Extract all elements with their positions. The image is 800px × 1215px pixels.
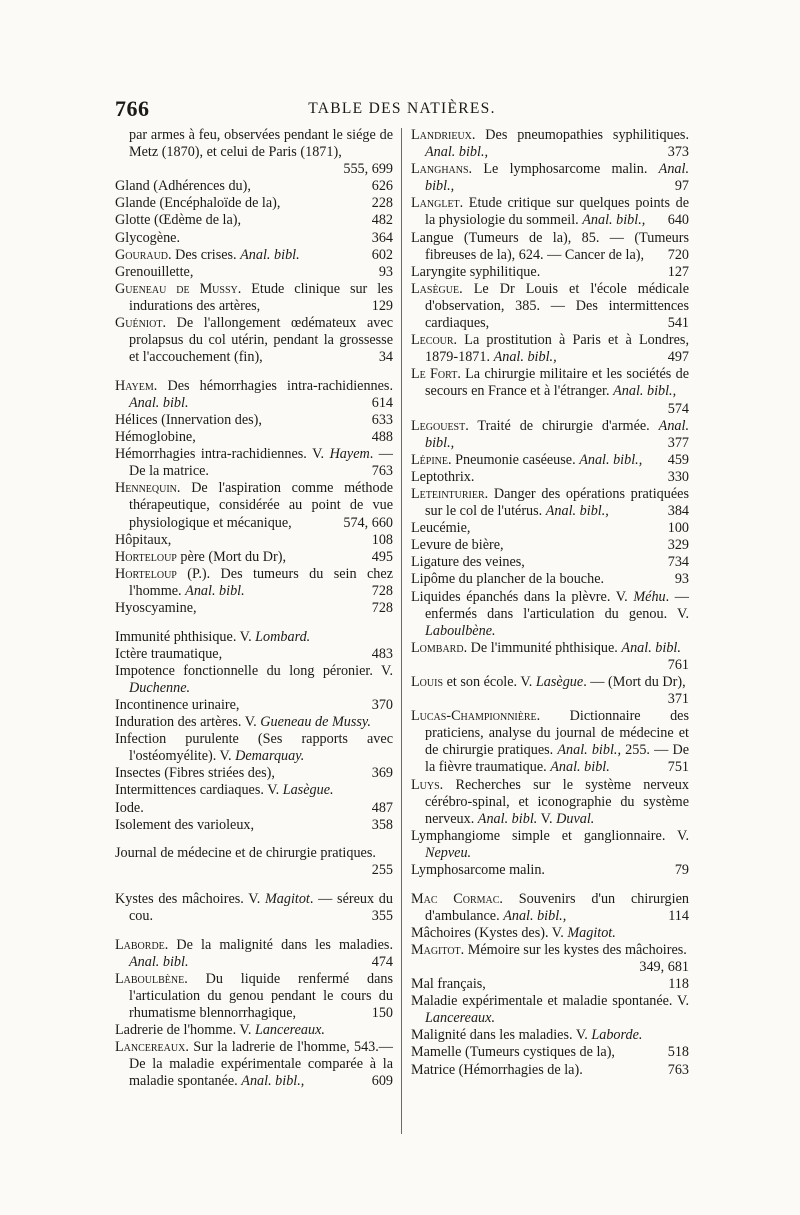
index-entry: [115, 1039, 393, 1090]
entry-page-ref: 751: [667, 759, 689, 776]
entry-reference-italic: Anal. bibl.,: [545, 503, 609, 520]
index-entry: [115, 731, 393, 765]
entry-text: . — enfermés dans l'articulation du genou. V.: [425, 588, 689, 622]
entry-text: et son école. V.: [443, 674, 536, 690]
entry-text: Isolement des varioleux,: [115, 816, 255, 833]
index-entry: [115, 800, 393, 817]
index-entry: [115, 281, 393, 315]
index-entry: [115, 378, 393, 412]
entry-text: Des pneumopathies syphilitiques.: [475, 127, 689, 143]
index-entry: [411, 264, 689, 281]
entry-page-ref: 355: [371, 908, 393, 925]
index-entry: [411, 161, 689, 195]
entry-author: Lecour.: [411, 332, 458, 349]
entry-reference-italic: Anal. bibl.: [477, 810, 538, 827]
entry-text: De l'aspiration comme méthode thérapeutique, considérée au point de vue physiologique et mécanique,: [129, 480, 393, 531]
index-entry: [411, 469, 689, 486]
index-entry: [411, 589, 689, 640]
index-entry: [115, 937, 393, 971]
entry-text: Hémoglobine,: [115, 429, 196, 446]
index-entry: [411, 942, 689, 976]
entry-text: . — De la matrice.: [129, 446, 393, 480]
entry-text: Gland (Adhérences du),: [115, 178, 251, 195]
index-entry: [411, 366, 689, 417]
entry-reference-italic: Anal. bibl.,: [425, 417, 689, 451]
entry-text: Le lymphosarcome malin.: [472, 161, 659, 178]
entry-page-ref: 100: [667, 520, 689, 537]
entry-author: Laboulbène.: [115, 970, 188, 987]
entry-reference-italic: Lasègue.: [282, 782, 334, 799]
entry-reference-italic: Anal. bibl.: [550, 759, 610, 776]
index-entry: [411, 862, 689, 879]
entry-reference-italic: Magitot: [264, 890, 310, 907]
entry-text: Souvenirs d'un chirurgien d'ambulance.: [425, 890, 689, 924]
entry-text: père (Mort du Dr),: [176, 548, 287, 565]
entry-text: Leucémie,: [411, 520, 471, 537]
entry-page-ref: 358: [371, 816, 393, 833]
entry-text: Etude critique sur quelques points de la physiologie du sommeil.: [425, 195, 689, 229]
index-entry: [115, 412, 393, 429]
entry-text: Mémoire sur les kystes des mâchoires.: [464, 941, 687, 958]
entry-text: Incontinence urinaire,: [115, 697, 240, 713]
entry-text: Mâchoires (Kystes des). V.: [411, 924, 568, 941]
entry-text: Hélices (Innervation des),: [115, 412, 262, 428]
index-entry: [411, 708, 689, 776]
entry-reference-italic: Anal. bibl.: [621, 639, 681, 656]
index-entry: [115, 178, 393, 195]
column-divider: [401, 128, 402, 1134]
entry-author: Legouest.: [411, 417, 469, 434]
entry-page-ref: 728: [371, 582, 393, 599]
running-title: TABLE DES NATIÈRES.: [308, 100, 496, 117]
entry-page-ref: 555, 699: [343, 161, 393, 178]
index-entry: [411, 1027, 689, 1044]
entry-text: De l'allongement œdémateux avec prolapsus du col utérin, pendant la grossesse et l'accouchement (fin),: [129, 315, 393, 366]
entry-page-ref: 329: [667, 537, 689, 554]
entry-page-ref: 330: [667, 468, 689, 485]
entry-page-ref: 79: [674, 862, 689, 879]
entry-page-ref: 369: [371, 765, 393, 782]
entry-author: Horteloup: [115, 565, 177, 582]
entry-text: 255. — De la fièvre traumatique.: [425, 742, 689, 776]
entry-author: Guéniot.: [115, 315, 167, 332]
entry-reference-italic: Duchenne.: [129, 679, 191, 696]
index-entry: [411, 332, 689, 366]
entry-text: Pneumonie caséeuse.: [451, 451, 580, 468]
entry-text: Glotte (Œdème de la),: [115, 212, 242, 229]
index-entry: [411, 571, 689, 588]
index-entry: [115, 315, 393, 366]
entry-page-ref: 474: [371, 953, 393, 970]
index-entry: [115, 891, 393, 925]
entry-page-ref: 93: [674, 571, 689, 588]
index-entry: [115, 429, 393, 446]
index-entry: [115, 127, 393, 178]
entry-text: Hyoscyamine,: [115, 600, 197, 617]
entry-text: Levure de bière,: [411, 537, 504, 554]
entry-author: Leteinturier.: [411, 485, 489, 502]
entry-page-ref: 761: [667, 656, 689, 673]
entry-reference-italic: Lancereaux.: [254, 1022, 325, 1039]
entry-text: Hôpitaux,: [115, 531, 172, 548]
page-number: 766: [115, 96, 150, 121]
index-entry: [411, 127, 689, 161]
index-entry: [115, 195, 393, 212]
entry-reference-italic: Magitot.: [567, 924, 616, 941]
entry-text: Sur la ladrerie de l'homme, 543.— De la maladie expérimentale comparée à la maladie spontanée.: [129, 1039, 393, 1090]
entry-author: Laborde.: [115, 936, 169, 953]
index-entry: [411, 452, 689, 469]
entry-text: Grenouillette,: [115, 263, 194, 280]
entry-reference-italic: Demarquay.: [235, 748, 305, 765]
entry-page-ref: 127: [667, 263, 689, 280]
index-entry: [411, 418, 689, 452]
entry-page-ref: 626: [371, 178, 393, 195]
index-entry: [411, 976, 689, 993]
index-column-left: [115, 127, 393, 1090]
entry-reference-italic: Anal. bibl.: [185, 582, 245, 599]
entry-author: Lancereaux.: [115, 1039, 189, 1056]
entry-text: Lymphangiome simple et ganglionnaire. V.: [411, 827, 689, 844]
entry-page-ref: 609: [371, 1073, 393, 1090]
entry-page-ref: 541: [667, 315, 689, 332]
entry-text: Langue (Tumeurs de la), 85. — (Tumeurs fibreuses de la), 624. — Cancer de la),: [411, 229, 689, 263]
entry-page-ref: 734: [667, 554, 689, 571]
entry-text: (P.). Des tumeurs du sein chez l'homme.: [129, 565, 393, 599]
entry-reference-italic: Lasègue: [535, 674, 584, 690]
entry-text: Iode.: [115, 799, 144, 816]
entry-reference-italic: Anal. bibl.,: [425, 161, 689, 195]
entry-text: V.: [537, 810, 557, 827]
entry-text: Recherches sur le système nerveux cérébro-spinal, et iconographie du système nerveux.: [425, 776, 689, 827]
entry-text: Des crises.: [171, 246, 241, 263]
entry-author: Landrieux.: [411, 127, 476, 143]
index-entry: [411, 640, 689, 674]
index-entry: [115, 714, 393, 731]
page-header: [115, 96, 689, 122]
entry-text: Impotence fonctionnelle du long péronier. V.: [115, 662, 393, 679]
index-entry: [411, 1062, 689, 1079]
entry-author: Hennequin.: [115, 480, 181, 497]
index-entry: [411, 777, 689, 828]
entry-text: Kystes des mâchoires. V.: [115, 890, 265, 907]
entry-reference-italic: Anal. bibl.,: [493, 349, 557, 366]
entry-author: Luys.: [411, 776, 444, 793]
entry-text: par armes à feu, observées pendant le siége de Metz (1870), et celui de Paris (1871),: [129, 127, 393, 161]
entry-page-ref: 487: [371, 799, 393, 816]
entry-text: Maladie expérimentale et maladie spontanée. V.: [411, 993, 689, 1010]
entry-author: Le Fort.: [411, 366, 461, 383]
entry-author: Langhans.: [411, 161, 473, 178]
entry-text: La prostitution à Paris et à Londres, 1879-1871.: [425, 332, 689, 366]
entry-reference-italic: Nepveu.: [425, 844, 472, 861]
index-entry: [115, 782, 393, 799]
entry-text: Insectes (Fibres striées des),: [115, 765, 275, 782]
entry-text: Dictionnaire des praticiens, analyse du journal de médecine et de chirurgie pratiques.: [425, 708, 689, 759]
entry-text: Infection purulente (Ses rapports avec l'ostéomyélite). V.: [115, 731, 393, 765]
entry-page-ref: 228: [371, 195, 393, 212]
index-entry: [115, 646, 393, 663]
index-entry: [411, 537, 689, 554]
entry-reference-italic: Gueneau de Mussy.: [260, 714, 371, 731]
entry-page-ref: 371: [667, 691, 689, 708]
entry-reference-italic: Hayem: [329, 446, 370, 463]
index-entry: [411, 674, 689, 708]
entry-text: Malignité dans les maladies. V.: [411, 1027, 592, 1044]
index-entry: [115, 212, 393, 229]
entry-page-ref: 497: [667, 349, 689, 366]
index-entry: [411, 486, 689, 520]
entry-text: Glande (Encéphaloïde de la),: [115, 195, 281, 212]
index-entry: [115, 446, 393, 480]
index-entry: [411, 925, 689, 942]
index-entry: [115, 629, 393, 646]
entry-text: Immunité phthisique. V.: [115, 628, 256, 645]
entry-author: Magitot.: [411, 941, 465, 958]
entry-text: Des hémorrhagies intra-rachidiennes.: [157, 377, 393, 394]
entry-author: Lasègue.: [411, 280, 463, 297]
entry-page-ref: 349, 681: [639, 959, 689, 975]
entry-text: Ligature des veines,: [411, 554, 525, 571]
entry-text: Du liquide renfermé dans l'articulation du genou pendant le cours du rhumatisme blennorrhagique,: [129, 970, 393, 1021]
entry-text: Journal de médecine et de chirurgie pratiques.: [115, 845, 376, 862]
entry-reference-italic: Anal. bibl.,: [425, 144, 489, 161]
index-entry: [115, 817, 393, 834]
entry-page-ref: 150: [371, 1005, 393, 1021]
entry-page-ref: 97: [674, 178, 689, 195]
index-entry: [411, 554, 689, 571]
entry-page-ref: 495: [371, 548, 393, 565]
index-entry: [115, 971, 393, 1022]
entry-text: Mal français,: [411, 976, 486, 993]
entry-page-ref: 488: [371, 429, 393, 446]
index-entry: [115, 600, 393, 617]
entry-reference-italic: Anal. bibl.,: [613, 383, 677, 400]
entry-text: La chirurgie militaire et les sociétés de secours en France et à l'étranger.: [425, 366, 689, 400]
entry-reference-italic: Laborde.: [591, 1027, 643, 1044]
index-entry: [115, 264, 393, 281]
entry-author: Lombard.: [411, 639, 468, 656]
entry-text: Le Dr Louis et l'école médicale d'observation, 385. — Des intermittences cardiaques,: [425, 280, 689, 332]
index-entry: [411, 195, 689, 229]
entry-page-ref: 370: [371, 697, 393, 713]
entry-text: Liquides épanchés dans la plèvre. V.: [411, 588, 634, 605]
entry-page-ref: 574, 660: [343, 514, 393, 531]
entry-author: Hayem.: [115, 377, 158, 394]
index-entry: [411, 993, 689, 1027]
entry-text: Ictère traumatique,: [115, 645, 223, 662]
entry-page-ref: 373: [667, 144, 689, 161]
entry-page-ref: 114: [668, 907, 689, 924]
index-entry: [411, 230, 689, 264]
entry-reference-italic: Lombard.: [255, 628, 311, 645]
entry-reference-italic: Anal. bibl.,: [503, 907, 567, 924]
entry-page-ref: 483: [371, 645, 393, 662]
index-entry: [115, 532, 393, 549]
entry-reference-italic: Duval.: [556, 810, 595, 827]
entry-text: . — séreux du cou.: [129, 890, 393, 925]
entry-reference-italic: Anal. bibl.: [129, 394, 189, 411]
entry-text: Leptothrix.: [411, 468, 475, 485]
entry-reference-italic: Lancereaux.: [425, 1010, 495, 1027]
index-entry: [411, 281, 689, 332]
index-entry: [115, 480, 393, 531]
entry-page-ref: 129: [371, 297, 393, 314]
entry-text: . — (Mort du Dr),: [583, 674, 686, 690]
index-entry: [115, 247, 393, 264]
index-entry: [115, 230, 393, 247]
entry-text: Danger des opérations pratiquées sur le col de l'utérus.: [425, 485, 689, 520]
entry-text: Laryngite syphilitique.: [411, 263, 541, 280]
index-entry: [411, 1044, 689, 1061]
entry-author: Langlet.: [411, 195, 464, 212]
entry-text: Intermittences cardiaques. V.: [115, 782, 283, 799]
entry-author: Louis: [411, 674, 444, 690]
entry-reference-italic: Anal. bibl.,: [557, 742, 621, 759]
entry-page-ref: 384: [667, 503, 689, 520]
index-entry: [115, 765, 393, 782]
entry-page-ref: 255: [371, 862, 393, 879]
entry-page-ref: 118: [668, 976, 689, 993]
entry-author: Lucas-Championnière.: [411, 708, 541, 725]
entry-reference-italic: Méhu: [633, 588, 666, 605]
index-entry: [115, 566, 393, 600]
entry-author: Gueneau de Mussy.: [115, 280, 242, 297]
entry-text: Induration des artères. V.: [115, 714, 261, 731]
entry-page-ref: 720: [667, 246, 689, 263]
entry-text: Lymphosarcome malin.: [411, 862, 545, 879]
entry-page-ref: 574: [667, 400, 689, 417]
entry-reference-italic: Anal. bibl.,: [579, 451, 643, 468]
index-entry: [115, 663, 393, 697]
entry-page-ref: 728: [371, 600, 393, 617]
entry-page-ref: 633: [371, 412, 393, 428]
entry-text: Ladrerie de l'homme. V.: [115, 1022, 255, 1039]
entry-reference-italic: Anal. bibl.,: [582, 212, 646, 229]
entry-page-ref: 763: [371, 463, 393, 480]
entry-reference-italic: Anal. bibl.: [240, 246, 300, 263]
index-column-right: [411, 127, 689, 1079]
index-entry: [411, 828, 689, 862]
entry-text: De la malignité dans les maladies.: [168, 936, 393, 953]
entry-page-ref: 763: [667, 1061, 689, 1078]
entry-author: Horteloup: [115, 548, 177, 565]
entry-text: Hémorrhagies intra-rachidiennes. V.: [115, 446, 330, 463]
index-entry: [115, 845, 393, 879]
index-entry: [115, 1022, 393, 1039]
entry-page-ref: 364: [371, 229, 393, 246]
entry-text: Mamelle (Tumeurs cystiques de la),: [411, 1044, 615, 1061]
entry-text: Etude clinique sur les indurations des artères,: [129, 280, 393, 314]
entry-page-ref: 34: [378, 349, 393, 366]
index-entry: [115, 697, 393, 714]
entry-reference-italic: Anal. bibl.: [129, 953, 189, 970]
entry-page-ref: 459: [667, 451, 689, 468]
index-entry: [115, 549, 393, 566]
entry-author: Gouraud.: [115, 246, 172, 263]
entry-text: Matrice (Hémorrhagies de la).: [411, 1061, 583, 1078]
entry-page-ref: 108: [371, 531, 393, 548]
entry-reference-italic: Anal. bibl.,: [241, 1073, 305, 1090]
entry-author: Lépine.: [411, 451, 452, 468]
entry-text: Traité de chirurgie d'armée.: [468, 417, 659, 434]
entry-page-ref: 602: [371, 246, 393, 263]
index-entry: [411, 520, 689, 537]
entry-text: Lipôme du plancher de la bouche.: [411, 571, 605, 588]
entry-author: Mac Cormac.: [411, 890, 503, 907]
entry-page-ref: 93: [378, 263, 393, 280]
index-entry: [411, 891, 689, 925]
entry-page-ref: 482: [371, 212, 393, 229]
entry-page-ref: 640: [667, 212, 689, 229]
entry-page-ref: 518: [667, 1044, 689, 1061]
entry-page-ref: 614: [371, 394, 393, 411]
entry-reference-italic: Laboulbène.: [425, 622, 496, 639]
entry-text: De l'immunité phthisique.: [467, 639, 622, 656]
entry-text: Glycogène.: [115, 229, 181, 246]
entry-page-ref: 377: [667, 434, 689, 451]
